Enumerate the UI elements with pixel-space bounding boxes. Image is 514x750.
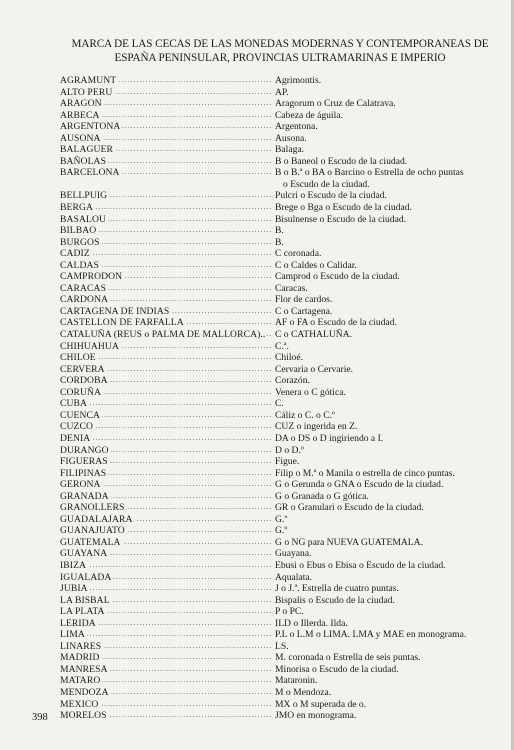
mint-name-cell [60,398,272,410]
mint-name: CARACAS [60,282,107,294]
list-item [60,583,500,595]
mint-name: BASALOU [60,213,107,225]
mint-name-cell [60,225,272,237]
mint-name-cell [60,375,272,387]
mint-name: FILIPINAS [60,467,107,479]
mint-mark: Corazón. [275,375,310,387]
mint-name-cell [60,468,272,480]
mint-name: GUADALAJARA [60,513,133,525]
mint-name-cell [60,341,272,353]
mint-mark: B o B.ª o BA o Barcino o Estrella de ocho puntas [275,167,464,179]
mint-mark: GR o Granulari o Escudo de la ciudad. [275,502,424,514]
mint-name-cell [60,687,272,699]
mint-mark: Chiloé. [275,352,303,364]
mint-name-cell [60,237,272,249]
list-item [60,572,500,584]
mint-name: BERGA [60,202,94,214]
mint-name-cell [60,306,272,318]
mint-mark: C coronada. [275,248,322,260]
mint-name: BALAGUER [60,144,114,156]
mint-mark: Ebusi o Ebus o Ebisa o Escudo de la ciudad. [275,559,446,571]
mint-name: AUSONA [60,132,101,144]
mint-name-cell [60,433,272,445]
mint-name-cell [60,502,272,514]
mint-name: CORUÑA [60,386,102,398]
mint-name: ALTO PERU [60,86,113,98]
list-item [60,479,500,491]
mint-name-cell [60,87,272,99]
mint-name-cell [60,456,272,468]
mint-mark: Ausona. [275,132,307,144]
list-item [60,548,500,560]
mint-name-cell [60,675,272,687]
list-item [60,306,500,318]
list-item [60,445,500,457]
mint-name: CUBA [60,398,88,410]
mint-name: AGRAMUNT [60,75,117,86]
mint-name: ARAGON [60,98,102,110]
mint-name-cell [60,595,272,607]
list-item [60,664,500,676]
mint-name: GRANADA [60,490,109,502]
mint-mark: C o CATHALUÑA. [275,329,353,341]
mint-name-cell [60,167,272,179]
mint-mark: JMO en monograma. [275,710,357,722]
list-item [60,87,500,99]
mint-name: MENDOZA [60,686,109,698]
list-item [60,75,500,87]
mint-name-cell [60,410,272,422]
mint-name-cell [60,133,272,145]
list-item [60,491,500,503]
mint-mark-list [60,75,500,722]
mint-name: CATALUÑA (REUS o PALMA DE MALLORCA).. [60,329,266,341]
mint-name-cell [60,572,272,584]
mint-name: CUENCA [60,409,101,421]
mint-name: GERONA [60,479,101,491]
mint-mark: G o NG para NUEVA GUATEMALA. [275,536,423,548]
mint-name: CALDAS [60,259,99,271]
list-item [60,156,500,168]
mint-name: CAMPRODON [60,271,123,283]
mint-name-cell [60,75,272,87]
mint-name-cell [60,202,272,214]
mint-mark: C. [275,398,284,410]
mint-name-cell [60,294,272,306]
mint-name-cell [60,260,272,272]
mint-mark: Bisulnense o Escudo de la ciudad. [275,213,407,225]
list-item [60,364,500,376]
list-item [60,410,500,422]
mint-name-cell [60,445,272,457]
mint-mark: P.L o L.M o LIMA. LMA y MAE en monograma. [275,629,467,641]
list-item [60,237,500,249]
mint-mark: LS. [275,640,289,652]
mint-mark: Aragorum o Cruz de Calatrava. [275,98,396,110]
mint-name: CARTAGENA DE INDIAS [60,305,170,317]
mint-name: MORELOS [60,710,107,722]
mint-name: LERIDA [60,617,96,629]
mint-mark: Cervaria o Cervarie. [275,363,354,375]
mint-name-cell [60,283,272,295]
mint-name-cell [60,329,272,341]
mint-mark: B. [275,225,284,237]
mint-name: MADRID [60,652,100,664]
mint-mark: C o Cartagena. [275,305,333,317]
mint-mark: ILD o Illerda. Ilda. [275,617,348,629]
mint-name: IBIZA [60,559,87,571]
list-item [60,421,500,433]
list-item [60,341,500,353]
mint-mark: Figue. [275,456,300,468]
mint-name: MEXICO [60,698,99,710]
list-item [60,271,500,283]
mint-name-cell [60,98,272,110]
mint-name: CUZCO [60,421,94,433]
mint-name-cell [60,560,272,572]
mint-name-cell [60,352,272,364]
mint-name: BAÑOLAS [60,155,107,167]
mint-mark: Cabeza de águila. [275,109,343,121]
list-item [60,514,500,526]
mint-name: BELLPUIG [60,190,108,202]
mint-name-cell [60,121,272,133]
list-item [60,294,500,306]
mint-name: LA PLATA [60,606,105,618]
mint-name: MANRESA [60,663,108,675]
mint-name-cell [60,606,272,618]
mint-name-cell [60,664,272,676]
mint-name: ARBECA [60,109,100,121]
mint-name: GUANAJUATO [60,525,125,537]
mint-mark: D o D.º [275,444,304,456]
list-item [60,202,500,214]
mint-name: CASTELLON DE FARFALLA [60,317,184,329]
mint-mark: Venera o C gótica. [275,386,346,398]
mint-name: GUATEMALA [60,536,121,548]
list-item [60,110,500,122]
mint-name: MATARO [60,675,101,687]
mint-mark: AF o FA o Escudo de la ciudad. [275,317,397,329]
list-item [60,629,500,641]
mint-mark: CUZ o ingerida en Z. [275,421,358,433]
page-number: 398 [32,712,48,723]
mint-mark: Flor de cardos. [275,294,333,306]
mint-name: ARGENTONA [60,121,121,133]
mint-name: LIMA [60,629,85,641]
title-line-1: MARCA DE LAS CECAS DE LAS MONEDAS MODERNAS Y CONTEMPORANEAS DE [71,38,489,50]
mint-name: DURANGO [60,444,109,456]
mint-name-cell [60,514,272,526]
mint-mark: G o Granada o G gótica. [275,490,369,502]
mint-name: LA BISBAL [60,594,110,606]
list-item [60,260,500,272]
list-item [60,641,500,653]
title-line-2: ESPAÑA PENINSULAR, PROVINCIAS ULTRAMARINAS E IMPERIO [114,51,446,64]
list-item [60,144,500,156]
list-item [60,283,500,295]
mint-name-cell [60,479,272,491]
mint-name: FIGUERAS [60,456,108,468]
mint-mark: Camprod o Escudo de la ciudad. [275,271,400,283]
mint-name: CORDOBA [60,375,108,387]
list-item [60,456,500,468]
list-item [60,560,500,572]
list-item [60,248,500,260]
mint-mark: P o PC. [275,606,304,618]
mint-mark: Filip o M.ª o Manila o estrella de cinco puntas. [275,467,455,479]
list-item [60,317,500,329]
mint-mark: Guayana. [275,548,312,560]
mint-name: DENIA [60,432,91,444]
mint-name-cell [60,641,272,653]
list-item [60,329,500,341]
mint-name: LINARES [60,640,102,652]
mint-mark: C o Caldes o Calidar. [275,259,357,271]
mint-name-cell [60,583,272,595]
mint-name: BARCELONA [60,167,120,179]
list-item [60,214,500,226]
mint-mark: Cáliz o C. o C.º [275,409,336,421]
mint-name: GUAYANA [60,548,108,560]
mint-name-cell [60,248,272,260]
mint-mark: G.ª [275,513,287,525]
mint-mark: M. coronada o Estrella de seis puntas. [275,652,421,664]
list-item [60,699,500,711]
list-item [60,190,500,202]
mint-name-cell [60,699,272,711]
mint-name-cell [60,710,272,722]
mint-name: CHIHUAHUA [60,340,119,352]
mint-name: CHILOE [60,352,96,364]
list-item [60,675,500,687]
list-item [60,121,500,133]
mint-name: BURGOS [60,236,100,248]
mint-mark: Minorisa o Escudo de la ciudad. [275,663,399,675]
list-item [60,525,500,537]
mint-mark: Brege o Bga o Escudo de la ciudad. [275,202,412,214]
mint-mark: M o Mendoza. [275,686,332,698]
mint-mark: B o Baneol o Escudo de la ciudad. [275,155,408,167]
mint-mark: Bispalis o Escudo de la ciudad. [275,594,395,606]
mint-mark: MX o M superada de o. [275,698,367,710]
mint-name-cell [60,190,272,202]
list-item [60,652,500,664]
mint-name-cell [60,537,272,549]
list-item [60,167,500,179]
list-item [60,537,500,549]
mint-mark: Pulcri o Escudo de la ciudad. [275,190,387,202]
mint-name: CERVERA [60,363,105,375]
list-item [60,133,500,145]
mint-mark: Argentona. [275,121,318,133]
mint-name-cell [60,652,272,664]
list-item [60,618,500,630]
list-item [60,225,500,237]
mint-name-cell [60,618,272,630]
list-item [60,502,500,514]
mint-mark: J o J.ª. Estrella de cuatro puntas. [275,583,399,595]
mint-name-cell [60,144,272,156]
page-title [60,38,500,65]
mint-mark: B. [275,236,284,248]
mint-name-cell [60,179,272,191]
list-item [60,687,500,699]
list-item [60,98,500,110]
mint-name-cell [60,364,272,376]
list-item [60,433,500,445]
mint-mark: G o Gerunda o GNA o Escudo de la ciudad. [275,479,444,491]
mint-name-cell [60,214,272,226]
list-item [60,387,500,399]
mint-name-cell [60,156,272,168]
mint-mark: Caracas. [275,282,308,294]
mint-name: CADIZ [60,248,90,260]
mint-name: BILBAO [60,225,97,237]
mint-mark: AP. [275,86,289,98]
mint-name-cell [60,110,272,122]
list-item [60,375,500,387]
mint-mark: Aqualata. [275,571,313,583]
mint-mark: Balaga. [275,144,305,156]
list-item [60,352,500,364]
mint-name-cell [60,271,272,283]
mint-mark: Mataronin. [275,675,318,687]
mint-name-cell [60,491,272,503]
mint-name: GRANOLLERS [60,502,125,514]
mint-name-cell [60,317,272,329]
mint-mark: G.º [275,525,288,537]
list-item [60,710,500,722]
list-item [60,595,500,607]
list-item [60,179,500,191]
mint-name-cell [60,629,272,641]
mint-mark: DA o DS o D ingiriendo a I. [275,432,384,444]
mint-mark: Agrimontis. [275,75,322,86]
list-item [60,398,500,410]
mint-name: JUBIA [60,583,88,595]
mint-mark: o Escudo de la ciudad. [283,178,370,190]
mint-name-cell [60,421,272,433]
mint-name-cell [60,525,272,537]
mint-name: CARDONA [60,294,109,306]
mint-name-cell [60,387,272,399]
mint-name-cell [60,548,272,560]
mint-mark: C.ª. [275,340,289,352]
list-item [60,468,500,480]
mint-name: IGUALADA [60,571,112,583]
list-item [60,606,500,618]
